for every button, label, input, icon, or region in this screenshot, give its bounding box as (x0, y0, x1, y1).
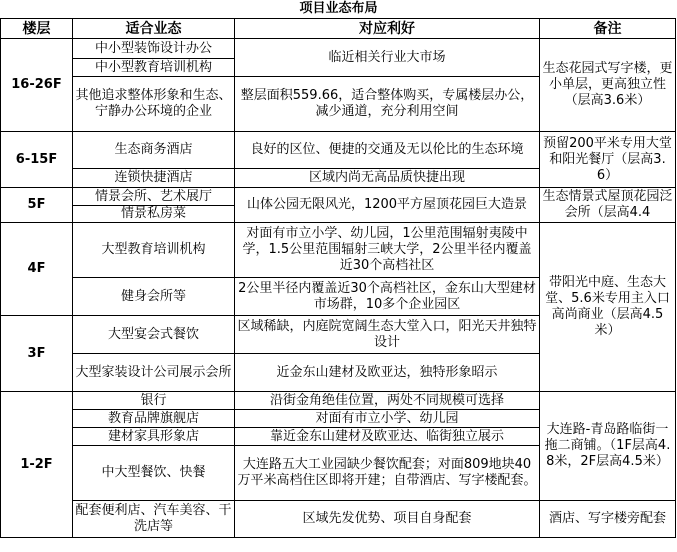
remark-cell: 带阳光中庭、生态大堂、5.6米专用主入口高尚商业（层高4.5米） (540, 223, 676, 392)
remark-cell: 生态情景式屋顶花园泛会所（层高4.4 (540, 188, 676, 223)
header-business: 适合业态 (73, 19, 235, 39)
table-row (1, 39, 676, 59)
business-cell: 建材家具形象店 (73, 428, 235, 446)
floor-cell: 16-26F (1, 39, 73, 132)
business-cell: 其他追求整体形象和生态、宁静办公环境的企业 (73, 77, 235, 132)
remark-cell: 预留200平米专用大堂和阳光餐厅（层高3.6） (540, 132, 676, 188)
advantage-cell: 近金东山建材及欧亚达，独特形象昭示 (235, 354, 540, 392)
advantage-cell: 临近相关行业大市场 (235, 39, 540, 77)
advantage-cell: 沿街金角绝佳位置，两处不同规模可选择 (235, 392, 540, 410)
business-cell: 配套便利店、汽车美容、干洗店等 (73, 501, 235, 538)
remark-cell: 酒店、写字楼旁配套 (540, 501, 676, 538)
floor-cell: 1-2F (1, 392, 73, 538)
advantage-cell: 2公里半径内覆盖近30个高档社区，金东山大型建材市场群，10多个企业园区 (235, 278, 540, 316)
advantage-cell: 靠近金东山建材及欧亚达、临街独立展示 (235, 428, 540, 446)
advantage-cell: 区域先发优势、项目自身配套 (235, 501, 540, 538)
header-row (1, 19, 676, 39)
advantage-cell: 对面有市立小学、幼儿园 (235, 410, 540, 428)
business-cell: 大型教育培训机构 (73, 223, 235, 278)
business-cell: 大型宴会式餐饮 (73, 316, 235, 354)
business-cell: 情景私房菜 (73, 206, 235, 223)
business-layout-table (0, 18, 676, 538)
floor-cell: 6-15F (1, 132, 73, 188)
floor-cell: 4F (1, 223, 73, 316)
remark-cell: 大连路-青岛路临街一拖二商铺。（1F层高4.8米，2F层高4.5米） (540, 392, 676, 501)
header-advantage: 对应利好 (235, 19, 540, 39)
business-cell: 银行 (73, 392, 235, 410)
business-cell: 健身会所等 (73, 278, 235, 316)
business-cell: 教育品牌旗舰店 (73, 410, 235, 428)
header-remark: 备注 (540, 19, 676, 39)
table-row (1, 223, 676, 278)
advantage-cell: 良好的区位、便捷的交通及无以伦比的生态环境 (235, 132, 540, 169)
remark-cell: 生态花园式写字楼，更小单层，更高独立性（层高3.6米） (540, 39, 676, 132)
header-floor: 楼层 (1, 19, 73, 39)
business-cell: 中小型教育培训机构 (73, 59, 235, 77)
business-cell: 中小型装饰设计办公 (73, 39, 235, 59)
advantage-cell: 区域稀缺，内庭院宽阔生态大堂入口，阳光天井独特设计 (235, 316, 540, 354)
floor-cell: 3F (1, 316, 73, 392)
business-cell: 连锁快捷酒店 (73, 169, 235, 188)
table-row (1, 188, 676, 206)
advantage-cell: 整层面积559.66，适合整体购买，专属楼层办公，减少通道，充分利用空间 (235, 77, 540, 132)
advantage-cell: 区域内尚无高品质快捷出现 (235, 169, 540, 188)
business-cell: 生态商务酒店 (73, 132, 235, 169)
advantage-cell: 山体公园无限风光，1200平方屋顶花园巨大造景 (235, 188, 540, 223)
business-cell: 中大型餐饮、快餐 (73, 446, 235, 501)
table-row (1, 132, 676, 169)
business-cell: 情景会所、艺术展厅 (73, 188, 235, 206)
business-cell: 大型家装设计公司展示会所 (73, 354, 235, 392)
floor-cell: 5F (1, 188, 73, 223)
table-row (1, 392, 676, 410)
advantage-cell: 对面有市立小学、幼儿园，1公里范围辐射夷陵中学，1.5公里范围辐射三峡大学，2公里半径内覆盖近30个高档社区 (235, 223, 540, 278)
advantage-cell: 大连路五大工业园缺少餐饮配套；对面809地块40万平米高档住区即将开建；自带酒店、写字楼配套。 (235, 446, 540, 501)
table-title: 项目业态布局 (299, 1, 378, 16)
table-row (1, 501, 676, 538)
